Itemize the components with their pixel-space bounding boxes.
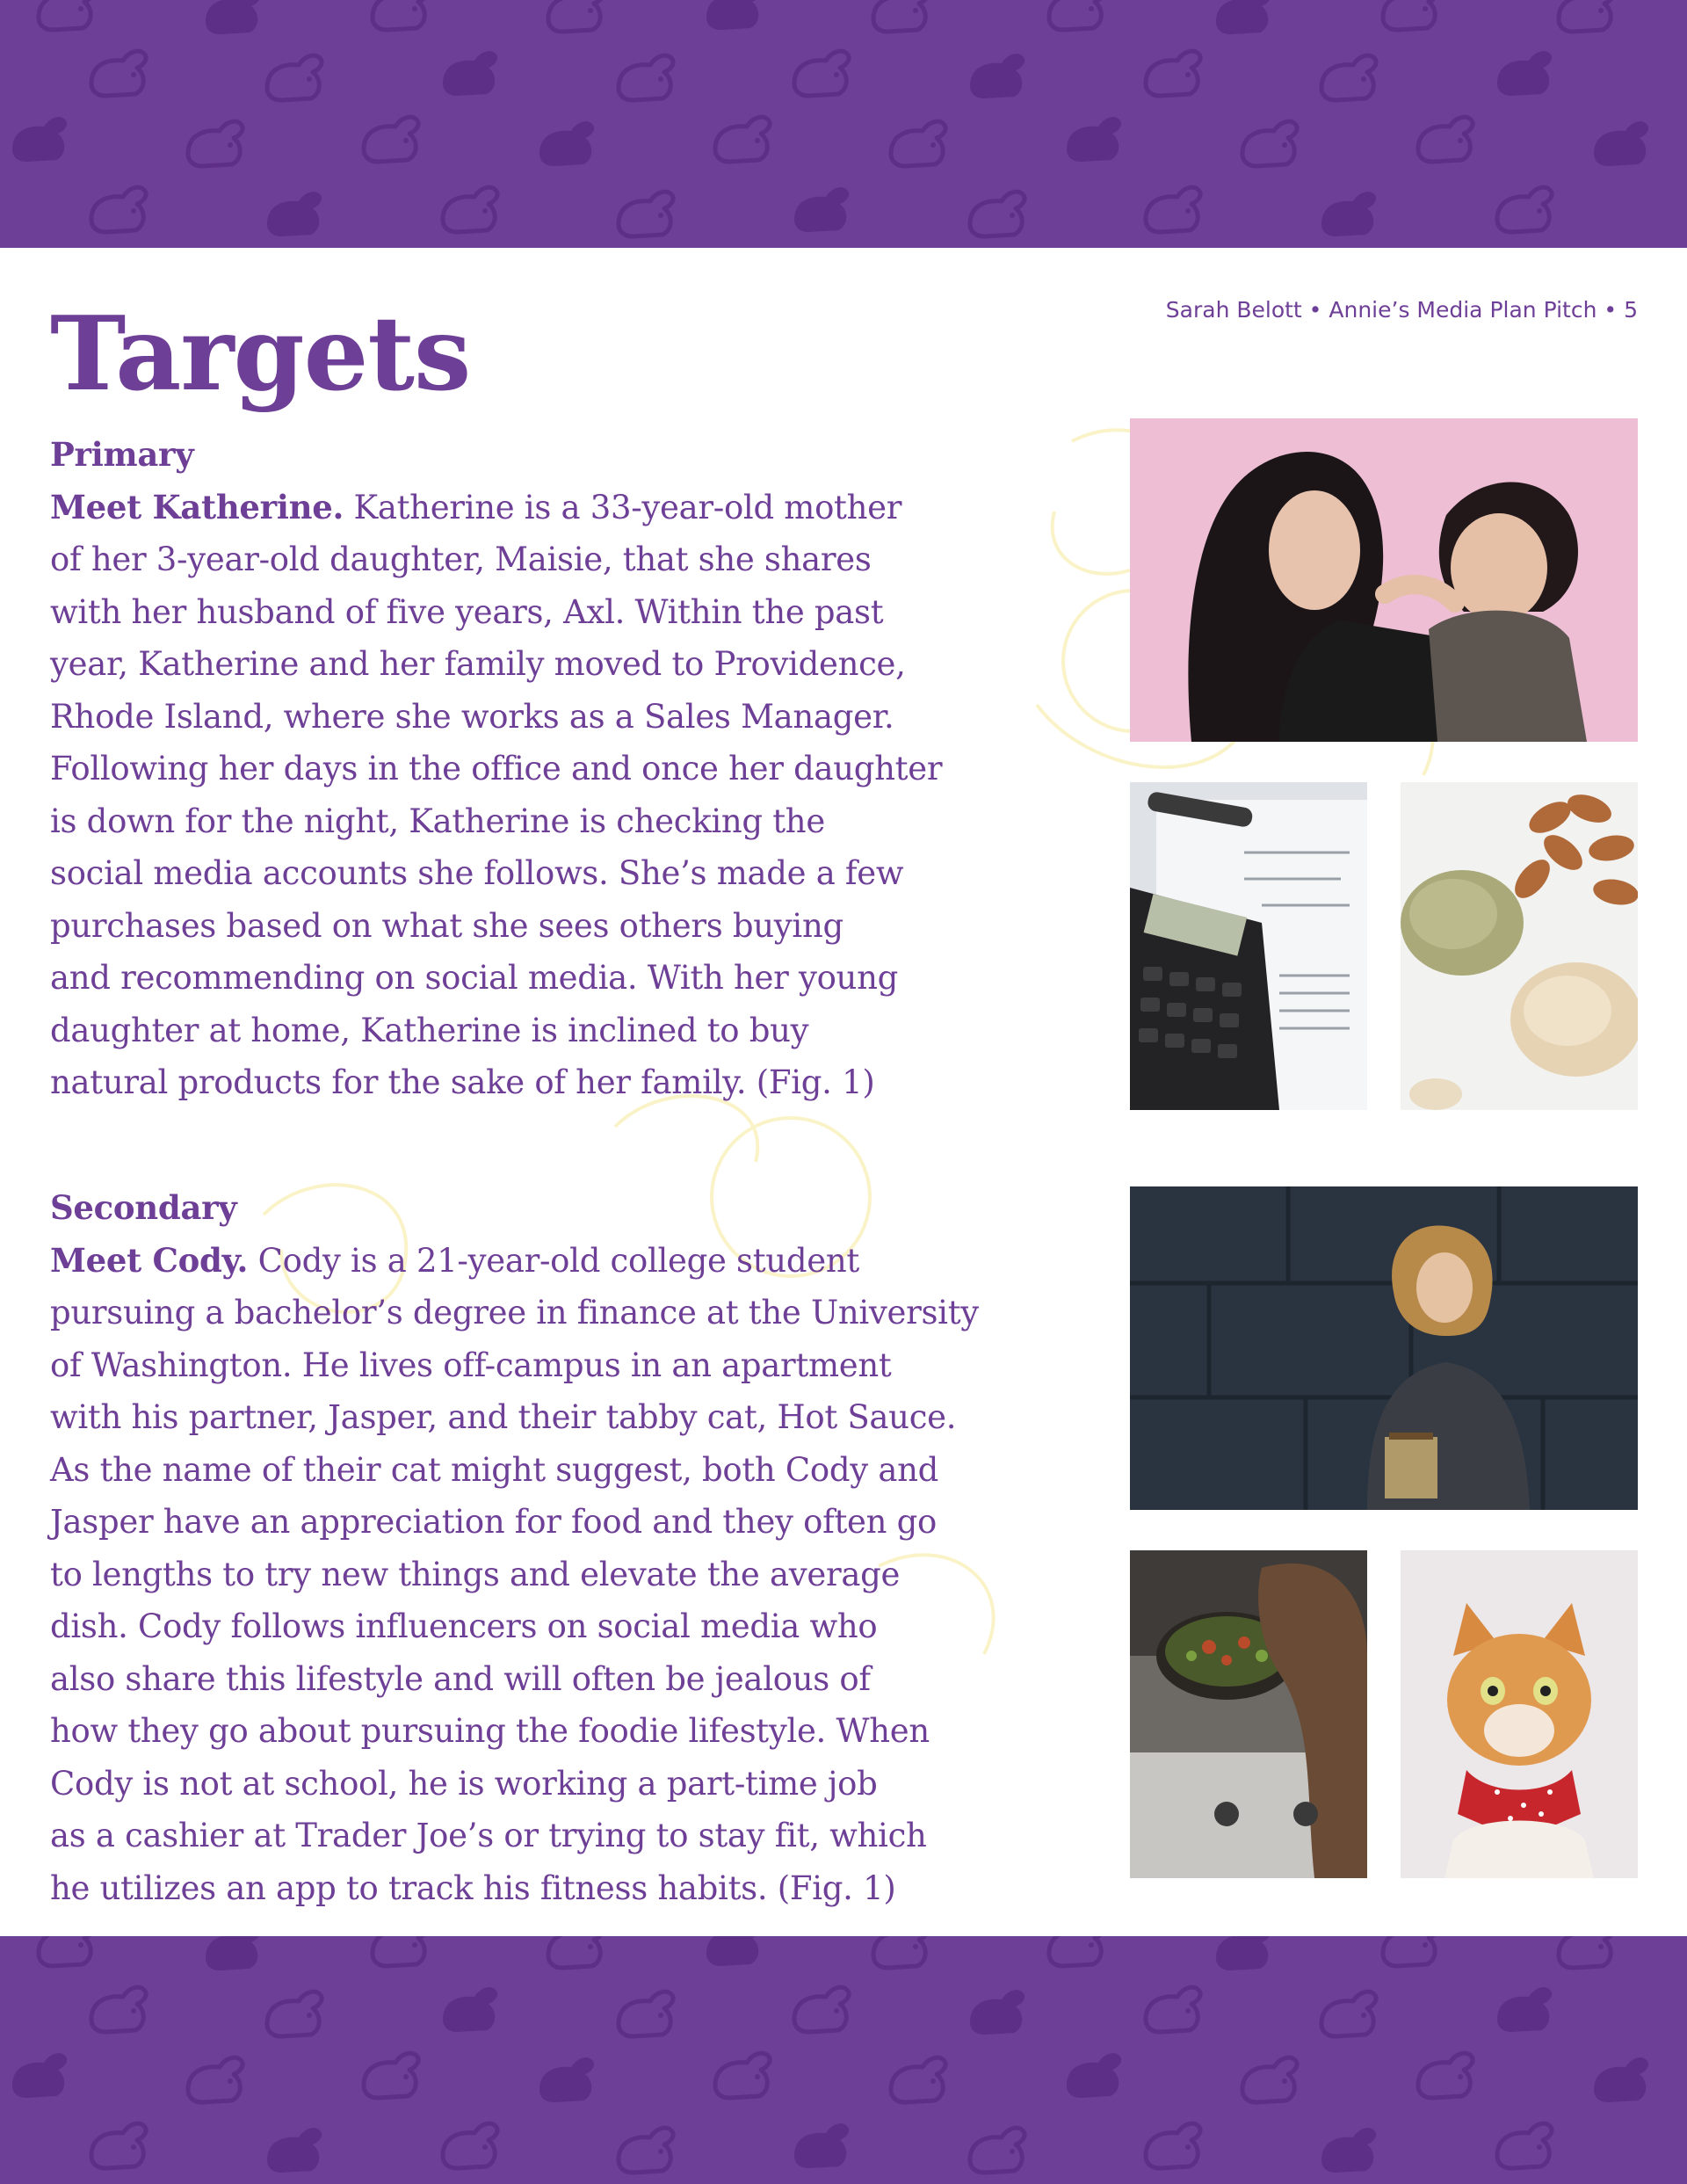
top-banner (0, 0, 1687, 248)
primary-lead: Meet Katherine. (50, 487, 344, 526)
primary-line: is down for the night, Katherine is checking the (50, 802, 825, 840)
primary-line: natural products for the sake of her family. (Fig. 1) (50, 1063, 875, 1101)
primary-line: purchases based on what she sees others buying (50, 906, 844, 945)
page-header-meta: Sarah Belott • Annie’s Media Plan Pitch • 5 (1165, 297, 1638, 323)
photo-calculator (1130, 782, 1367, 1110)
secondary-line: Jasper have an appreciation for food and they often go (50, 1503, 937, 1541)
secondary-line: also share this lifestyle and will often be jealous of (50, 1659, 871, 1698)
bunny-icon (12, 1936, 1648, 2173)
primary-line: daughter at home, Katherine is inclined to buy (50, 1011, 809, 1049)
photo-nuts-oats (1401, 782, 1638, 1110)
photo-student-books (1130, 1186, 1638, 1510)
bunny-pattern-bottom (0, 1936, 1687, 2184)
photo-cat-bandana (1401, 1550, 1638, 1878)
primary-line: Meet Katherine. Katherine is a 33-year-old mother (50, 487, 902, 526)
primary-line: of her 3-year-old daughter, Maisie, that she shares (50, 541, 872, 578)
secondary-line: As the name of their cat might suggest, both Cody and (50, 1450, 939, 1489)
bottom-banner (0, 1936, 1687, 2184)
secondary-target-section (50, 1182, 1087, 1914)
page-title: Targets (50, 294, 471, 414)
secondary-lead: Meet Cody. (50, 1240, 249, 1280)
bunny-icon (12, 0, 1648, 236)
primary-target-section (50, 429, 1087, 1109)
secondary-heading: Secondary (50, 1188, 237, 1227)
photo-cooking-pan (1130, 1550, 1367, 1878)
primary-line: with her husband of five years, Axl. Within the past (50, 592, 884, 631)
secondary-line: dish. Cody follows influencers on social media who (50, 1607, 878, 1645)
primary-line: social media accounts she follows. She’s made a few (50, 854, 904, 892)
primary-line: and recommending on social media. With her young (50, 959, 898, 997)
primary-line: Following her days in the office and once her daughter (50, 750, 943, 787)
secondary-line: of Washington. He lives off-campus in an apartment (50, 1346, 892, 1384)
primary-heading: Primary (50, 435, 194, 474)
secondary-line: Meet Cody. Cody is a 21-year-old college student (50, 1240, 859, 1280)
secondary-line: pursuing a bachelor’s degree in finance at the University (50, 1294, 979, 1331)
bunny-pattern-top (0, 0, 1687, 248)
secondary-line: he utilizes an app to track his fitness habits. (Fig. 1) (50, 1868, 896, 1907)
secondary-line: how they go about pursuing the foodie lifestyle. When (50, 1712, 930, 1750)
primary-line: Rhode Island, where she works as a Sales Manager. (50, 697, 894, 736)
secondary-line: to lengths to try new things and elevate the average (50, 1555, 901, 1593)
secondary-line: Cody is not at school, he is working a part-time job (50, 1764, 878, 1803)
primary-line: year, Katherine and her family moved to Providence, (50, 645, 906, 683)
photo-mother-daughter (1130, 418, 1638, 742)
secondary-line: as a cashier at Trader Joe’s or trying to stay fit, which (50, 1817, 927, 1854)
secondary-line: with his partner, Jasper, and their tabby cat, Hot Sauce. (50, 1398, 957, 1436)
